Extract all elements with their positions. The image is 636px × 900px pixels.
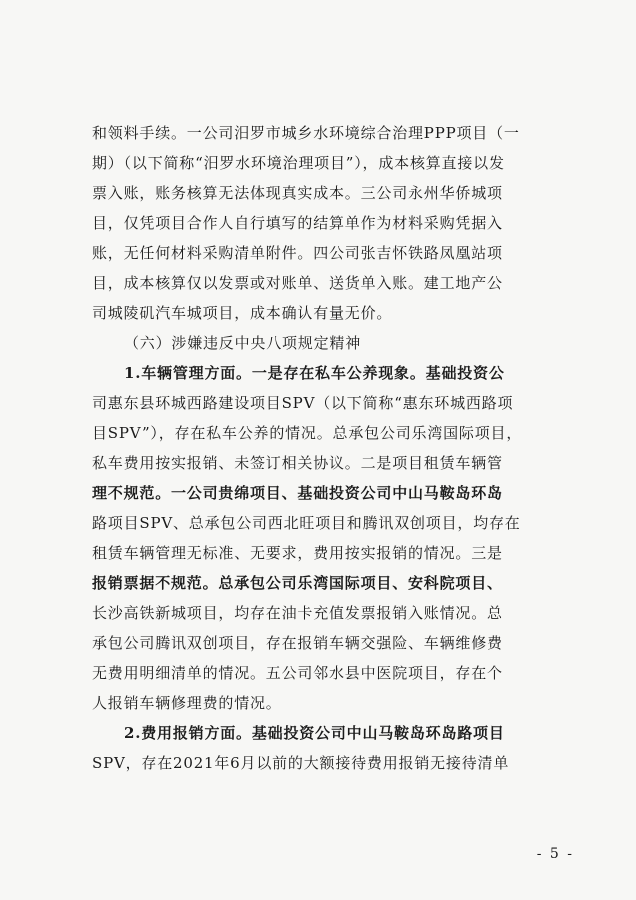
subsection-heading-line: 1.车辆管理方面。一是存在私车公养现象。基础投资公 <box>124 364 505 382</box>
text-line: 私车费用按实报销、未签订相关协议。二是项目租赁车辆管 <box>92 454 503 472</box>
page-number: - 5 - <box>536 846 574 862</box>
text-line: 票入账，账务核算无法体现真实成本。三公司永州华侨城项 <box>92 184 503 202</box>
text-line: 无费用明细清单的情况。五公司邻水县中医院项目，存在个 <box>92 664 503 682</box>
text-line: 司惠东县环城西路建设项目SPV（以下简称“惠东环城西路项 <box>92 394 514 412</box>
section-heading: （六）涉嫌违反中央八项规定精神 <box>124 334 362 352</box>
text-line: 目SPV”），存在私车公养的情况。总承包公司乐湾国际项目， <box>92 424 523 442</box>
subsection-heading-line: 2.费用报销方面。基础投资公司中山马鞍岛环岛路项目 <box>124 724 505 742</box>
text-line: 人报销车辆修理费的情况。 <box>92 694 282 712</box>
text-line: 司城陵矶汽车城项目，成本确认有量无价。 <box>92 304 393 322</box>
text-line: 账，无任何材料采购清单附件。四公司张吉怀铁路凤凰站项 <box>92 244 503 262</box>
text-line: 长沙高铁新城项目，均存在油卡充值发票报销入账情况。总 <box>92 604 503 622</box>
body-text <box>92 118 570 778</box>
text-line: 和领料手续。一公司汨罗市城乡水环境综合治理PPP项目（一 <box>92 124 520 142</box>
text-line: 目，成本核算仅以发票或对账单、送货单入账。建工地产公 <box>92 274 503 292</box>
text-line: 理不规范。一公司贵绵项目、基础投资公司中山马鞍岛环岛 <box>92 484 503 502</box>
text-line: 期）（以下简称“汨罗水环境治理项目”），成本核算直接以发 <box>92 154 505 172</box>
text-line: 承包公司腾讯双创项目，存在报销车辆交强险、车辆维修费 <box>92 634 503 652</box>
text-line: 路项目SPV、总承包公司西北旺项目和腾讯双创项目，均存在 <box>92 514 521 532</box>
text-line: SPV，存在2021年6月以前的大额接待费用报销无接待清单 <box>92 754 510 772</box>
text-line: 报销票据不规范。总承包公司乐湾国际项目、安科院项目、 <box>92 574 503 592</box>
text-line: 目，仅凭项目合作人自行填写的结算单作为材料采购凭据入 <box>92 214 503 232</box>
text-line: 租赁车辆管理无标准、无要求，费用按实报销的情况。三是 <box>92 544 503 562</box>
